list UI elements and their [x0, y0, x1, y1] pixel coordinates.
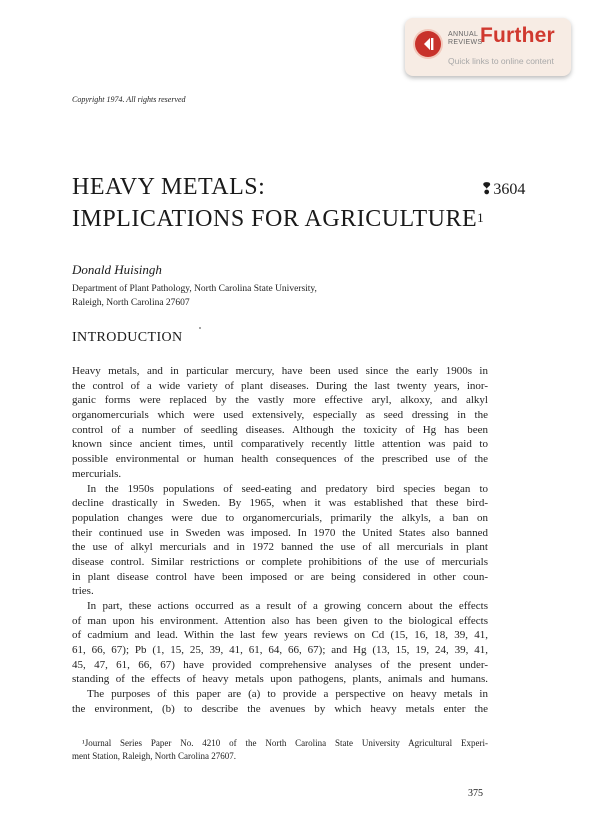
- footnote-line-2: ment Station, Raleigh, North Carolina 27607.: [72, 751, 236, 761]
- body-line: 45, 47, 61, 66, 67) have provided comprehensive analyses of the present under-: [72, 658, 488, 671]
- badge-subtitle: Quick links to online content: [448, 56, 554, 66]
- badge-further-label: Further: [480, 24, 555, 47]
- footnote-line-1: ¹Journal Series Paper No. 4210 of the North Carolina State University Agricultural Experi-: [82, 738, 488, 748]
- title-line-1: HEAVY METALS:: [72, 174, 266, 200]
- body-line: population changes were due to organomercurials, primarily the alkyls, a ban on: [72, 511, 488, 524]
- body-line: the control of a wide variety of plant diseases. During the last twenty years, inor-: [72, 379, 488, 392]
- footnote: [72, 737, 488, 763]
- stray-mark: [199, 327, 201, 329]
- title-line-2-text: IMPLICATIONS FOR AGRICULTURE: [72, 206, 478, 232]
- body-line: mercurials.: [72, 467, 122, 480]
- body-line: known since ancient times, until comparatively recently little attention was paid to: [72, 438, 488, 451]
- body-line: in plant disease control have been imposed or are being considered in other coun-: [72, 570, 488, 583]
- article-code: ❢3604: [480, 181, 526, 198]
- body-line: Heavy metals, and in particular mercury, have been used since the early 1900s in: [72, 365, 488, 377]
- author-affiliation: [72, 282, 317, 310]
- body-line: the environment, (b) to describe the avenues by which heavy metals enter the: [72, 702, 488, 715]
- badge-brand: [448, 31, 482, 47]
- body-line: In part, these actions occurred as a result of a growing concern about the effects: [87, 600, 488, 612]
- page-number: 375: [468, 788, 483, 799]
- author-name: Donald Huisingh: [72, 262, 162, 277]
- body-line: the use of alkyl mercurials and in 1972 banned the use of all mercurials in plant: [72, 541, 488, 554]
- section-heading: INTRODUCTION: [72, 330, 183, 345]
- body-line: The purposes of this paper are (a) to provide a perspective on heavy metals in: [87, 688, 488, 701]
- article-title: [72, 171, 484, 238]
- body-line: possible environmental or human health consequences of the prescribed use of the: [72, 453, 488, 466]
- copyright-notice: Copyright 1974. All rights reserved: [72, 95, 186, 104]
- body-line: organomercurials which were used extensively, especially as seed dressing in the: [72, 409, 488, 422]
- body-text: [72, 364, 488, 717]
- body-line: their continued use in Sweden was imposed. In 1970 the United States also banned: [72, 526, 488, 539]
- body-line: decline drastically in Sweden. By 1965, when it was established that these bird-: [72, 497, 488, 510]
- affiliation-line-1: Department of Plant Pathology, North Carolina State University,: [72, 284, 317, 294]
- title-line-2: [72, 203, 484, 238]
- body-line: tries.: [72, 585, 94, 598]
- badge-brand-line1: ANNUAL: [448, 31, 479, 38]
- body-line: control of a number of seedling diseases. Although the toxicity of Hg has been: [72, 423, 488, 436]
- body-line: disease control. Similar restrictions or complete prohibitions of the use of mercurials: [72, 555, 488, 568]
- annual-reviews-logo-icon: [415, 31, 441, 57]
- further-badge[interactable]: [405, 18, 571, 76]
- affiliation-line-2: Raleigh, North Carolina 27607: [72, 298, 190, 308]
- title-footnote-marker: 1: [477, 210, 485, 225]
- body-line: ganic forms were replaced by the vastly more effective aryl, alkoxy, and alkyl: [72, 394, 488, 407]
- body-line: standing of the effects of heavy metals upon pathogens, plants, animals and humans.: [72, 673, 488, 686]
- body-line: 61, 66, 67); Pb (1, 15, 25, 39, 41, 61, 64, 66, 67); and Hg (13, 15, 19, 24, 39, 41,: [72, 644, 488, 657]
- badge-brand-line2: REVIEWS: [448, 39, 483, 46]
- body-line: of man upon his environment. Attention also has been given to the biological effects: [72, 614, 488, 627]
- body-line: In the 1950s populations of seed-eating and predatory bird species began to: [87, 482, 488, 495]
- body-line: of cadmium and lead. Within the last few years reviews on Cd (15, 16, 18, 39, 41,: [72, 629, 488, 642]
